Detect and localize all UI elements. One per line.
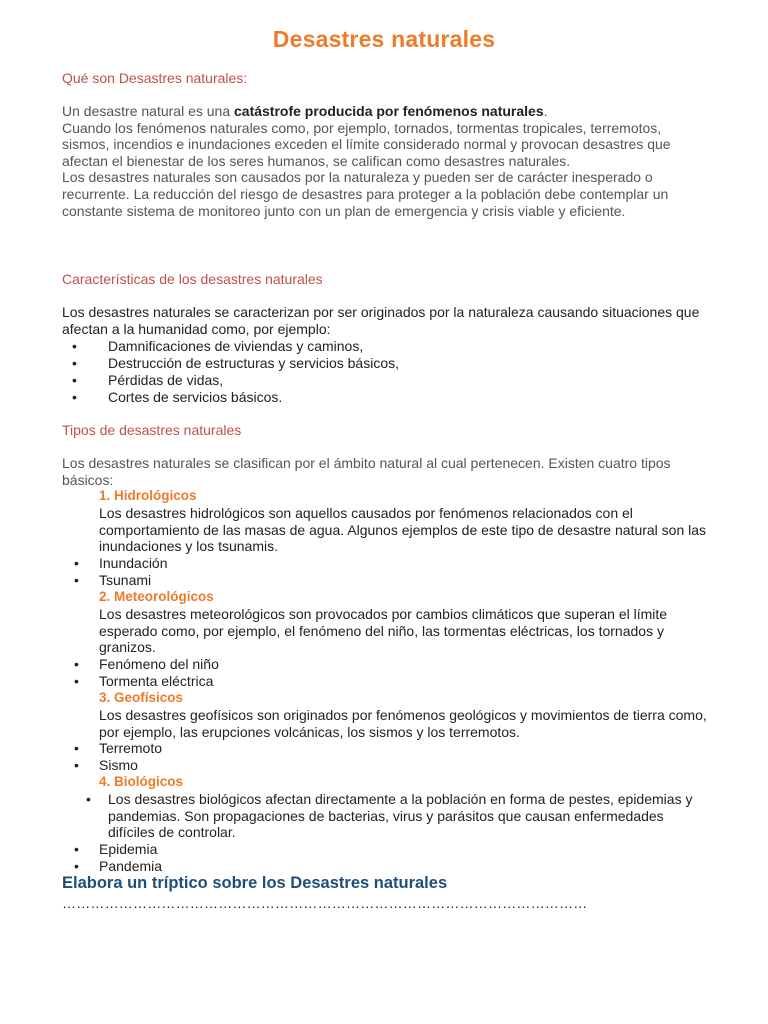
list-item-text: Tormenta eléctrica: [99, 673, 214, 689]
caracteristicas-list: [62, 338, 399, 406]
type-title: 2. Meteorológicos: [99, 589, 214, 604]
type-hidrologicos: [99, 488, 709, 555]
bullet-icon: •: [74, 757, 79, 773]
type-description: Los desastres meteorológicos son provocados por cambios climáticos que superan el límite esperado como, por ejemplo, el fenómeno del niño, las tormentas eléctricas, los tornados y granizos.: [99, 605, 668, 656]
list-item-text: Cortes de servicios básicos.: [108, 389, 283, 405]
list-item: [74, 858, 163, 875]
bullet-icon: •: [74, 555, 79, 571]
paragraph-causas: Los desastres naturales son causados por la naturaleza y pueden ser de carácter inesperado o recurrente. La reducción del riesgo de desastres para proteger a la población debe contemplar un constante sistema de monitoreo junto con un plan de emergencia y crisis viable y eficiente.: [62, 169, 669, 219]
type-description: Los desastres biológicos afectan directamente a la población en forma de pestes, epidemias y pandemias. Son propagaciones de bacterias, virus y parásitos que causan enfermedades difíciles de controlar.: [108, 791, 693, 841]
type-geofisicos: [99, 690, 709, 740]
list-item: [62, 389, 399, 406]
list-item-text: Damnificaciones de viviendas y caminos,: [108, 338, 364, 354]
type-description: Los desastres hidrológicos son aquellos causados por fenómenos relacionados con el comportamiento de las masas de agua. Algunos ejemplos de este tipo de desastre natural son las inundaciones y los tsunamis.: [99, 504, 707, 555]
definition-text: Un desastre natural es una: [62, 103, 234, 119]
paragraph-fenomenos: Cuando los fenómenos naturales como, por ejemplo, tornados, tormentas tropicales, terremotos, sismos, incendios e inundaciones exceden el límite considerado normal y provocan desastres que afectan el bienestar de los seres humanos, se califican como desastres naturales.: [62, 119, 671, 169]
type-title: 3. Geofísicos: [99, 690, 184, 705]
bullet-icon: •: [74, 858, 79, 874]
definition-bold: catástrofe producida por fenómenos naturales: [234, 103, 544, 119]
bullet-icon: •: [72, 389, 77, 405]
list-item: [74, 757, 138, 774]
bullet-icon: •: [72, 338, 77, 354]
list-item-text: Epidemia: [99, 841, 158, 857]
list-item-text: Sismo: [99, 757, 138, 773]
list-item-text: Fenómeno del niño: [99, 656, 219, 672]
page-title: Desastres naturales: [272, 26, 496, 52]
list-item-text: Pérdidas de vidas,: [108, 372, 224, 388]
list-item: [74, 673, 214, 690]
definition-line: [62, 103, 712, 120]
section-heading-caracteristicas: Características de los desastres naturales: [62, 271, 323, 287]
type-meteorologicos: [99, 589, 709, 656]
list-item: [74, 656, 219, 673]
type-biologicos: [99, 774, 709, 791]
type-title: 4. Biológicos: [99, 774, 184, 789]
task-heading: Elabora un tríptico sobre los Desastres naturales: [62, 874, 448, 892]
dotted-answer-line: …………………………………………………………………………………………………: [62, 895, 588, 911]
bullet-icon: •: [74, 740, 79, 756]
paragraph-tipos: Los desastres naturales se clasifican por el ámbito natural al cual pertenecen. Existen cuatro tipos básicos:: [62, 455, 671, 488]
bullet-icon: •: [74, 841, 79, 857]
list-item: [62, 338, 399, 355]
list-item-text: Inundación: [99, 555, 168, 571]
section-heading-tipos: Tipos de desastres naturales: [62, 422, 242, 438]
paragraph-definition: [62, 103, 712, 219]
list-item-text: Pandemia: [99, 858, 163, 874]
bullet-icon: •: [72, 372, 77, 388]
bullet-icon: •: [74, 656, 79, 672]
type-description: Los desastres geofísicos son originados por fenómenos geológicos y movimientos de tierra como, por ejemplo, las erupciones volcánicas, los sismos y los terremotos.: [99, 706, 707, 740]
list-item: [74, 841, 158, 858]
type-title: 1. Hidrológicos: [99, 488, 197, 503]
list-item-text: Tsunami: [99, 572, 152, 588]
list-item: [62, 355, 399, 372]
list-item: [74, 572, 152, 589]
list-item-text: Terremoto: [99, 740, 163, 756]
type-description-biologicos: [86, 791, 708, 841]
definition-end: .: [543, 103, 548, 119]
paragraph-caracteristicas: Los desastres naturales se caracterizan por ser originados por la naturaleza causando situaciones que afectan a la humanidad como, por ejemplo:: [62, 304, 700, 337]
list-item: [74, 555, 168, 572]
bullet-icon: •: [74, 572, 79, 588]
list-item: [62, 372, 399, 389]
bullet-icon: •: [72, 355, 77, 371]
bullet-icon: •: [74, 673, 79, 689]
list-item-text: Destrucción de estructuras y servicios básicos,: [108, 355, 399, 371]
list-item: [74, 740, 163, 757]
bullet-icon: •: [86, 791, 91, 807]
section-heading-que-son: Qué son Desastres naturales:: [62, 70, 248, 86]
